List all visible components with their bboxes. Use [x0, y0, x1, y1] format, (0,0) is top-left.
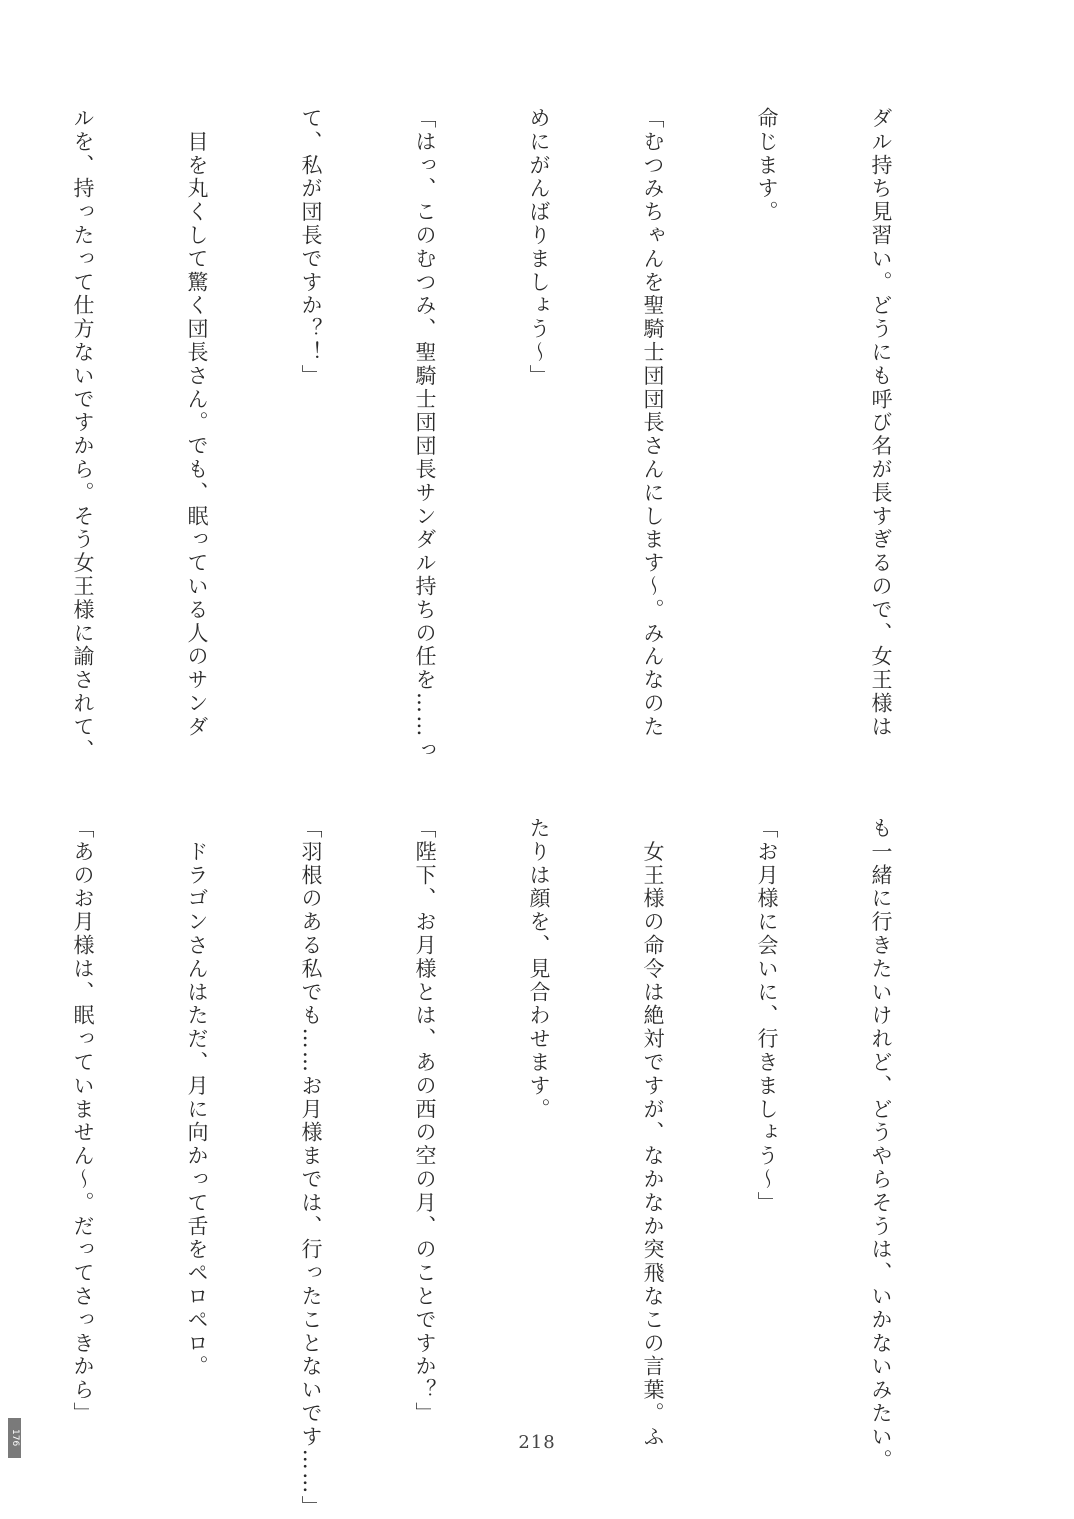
text-line: も一緒に行きたいけれど、どうやらそうは、いかないみたい。	[869, 817, 893, 1473]
text-line: 女王様の命令は絶対ですが、なかなか突飛なこの言葉。ふ	[641, 817, 665, 1449]
bottom-text-block	[71, 817, 976, 1519]
text-line: 「はっ、このむつみ、聖騎士団団長サンダル持ちの任を……っ	[413, 107, 437, 763]
text-line: 「陛下、お月様とは、あの西の空の月、のことですか？」	[413, 817, 437, 1426]
text-line: 「お月様に会いに、行きましょう〜」	[755, 817, 779, 1215]
text-line: て、私が団長ですか？！」	[299, 107, 323, 388]
text-line: 「羽根のある私でも……お月様までは、行ったことないです……」	[299, 817, 323, 1519]
top-text-block	[71, 107, 976, 763]
edge-page-mark: 176	[8, 1418, 21, 1458]
text-line: ドラゴンさんはただ、月に向かって舌をペロペロ。	[185, 817, 209, 1379]
text-line: 「むつみちゃんを聖騎士団団長さんにします〜。みんなのた	[641, 107, 665, 739]
page-number: 218	[518, 1432, 556, 1453]
text-line: ダル持ち見習い。どうにも呼び名が長すぎるので、女王様は	[869, 107, 893, 739]
text-line: たりは顔を、見合わせます。	[527, 817, 551, 1122]
text-line: 目を丸くして驚く団長さん。でも、眠っている人のサンダ	[185, 107, 209, 739]
text-line: めにがんばりましょう〜」	[527, 107, 551, 388]
text-line: 「あのお月様は、眠っていません〜。だってさっきから」	[71, 817, 95, 1426]
text-line: 命じます。	[755, 107, 779, 224]
text-line: ルを、持ったって仕方ないですから。そう女王様に諭されて、	[71, 107, 95, 763]
